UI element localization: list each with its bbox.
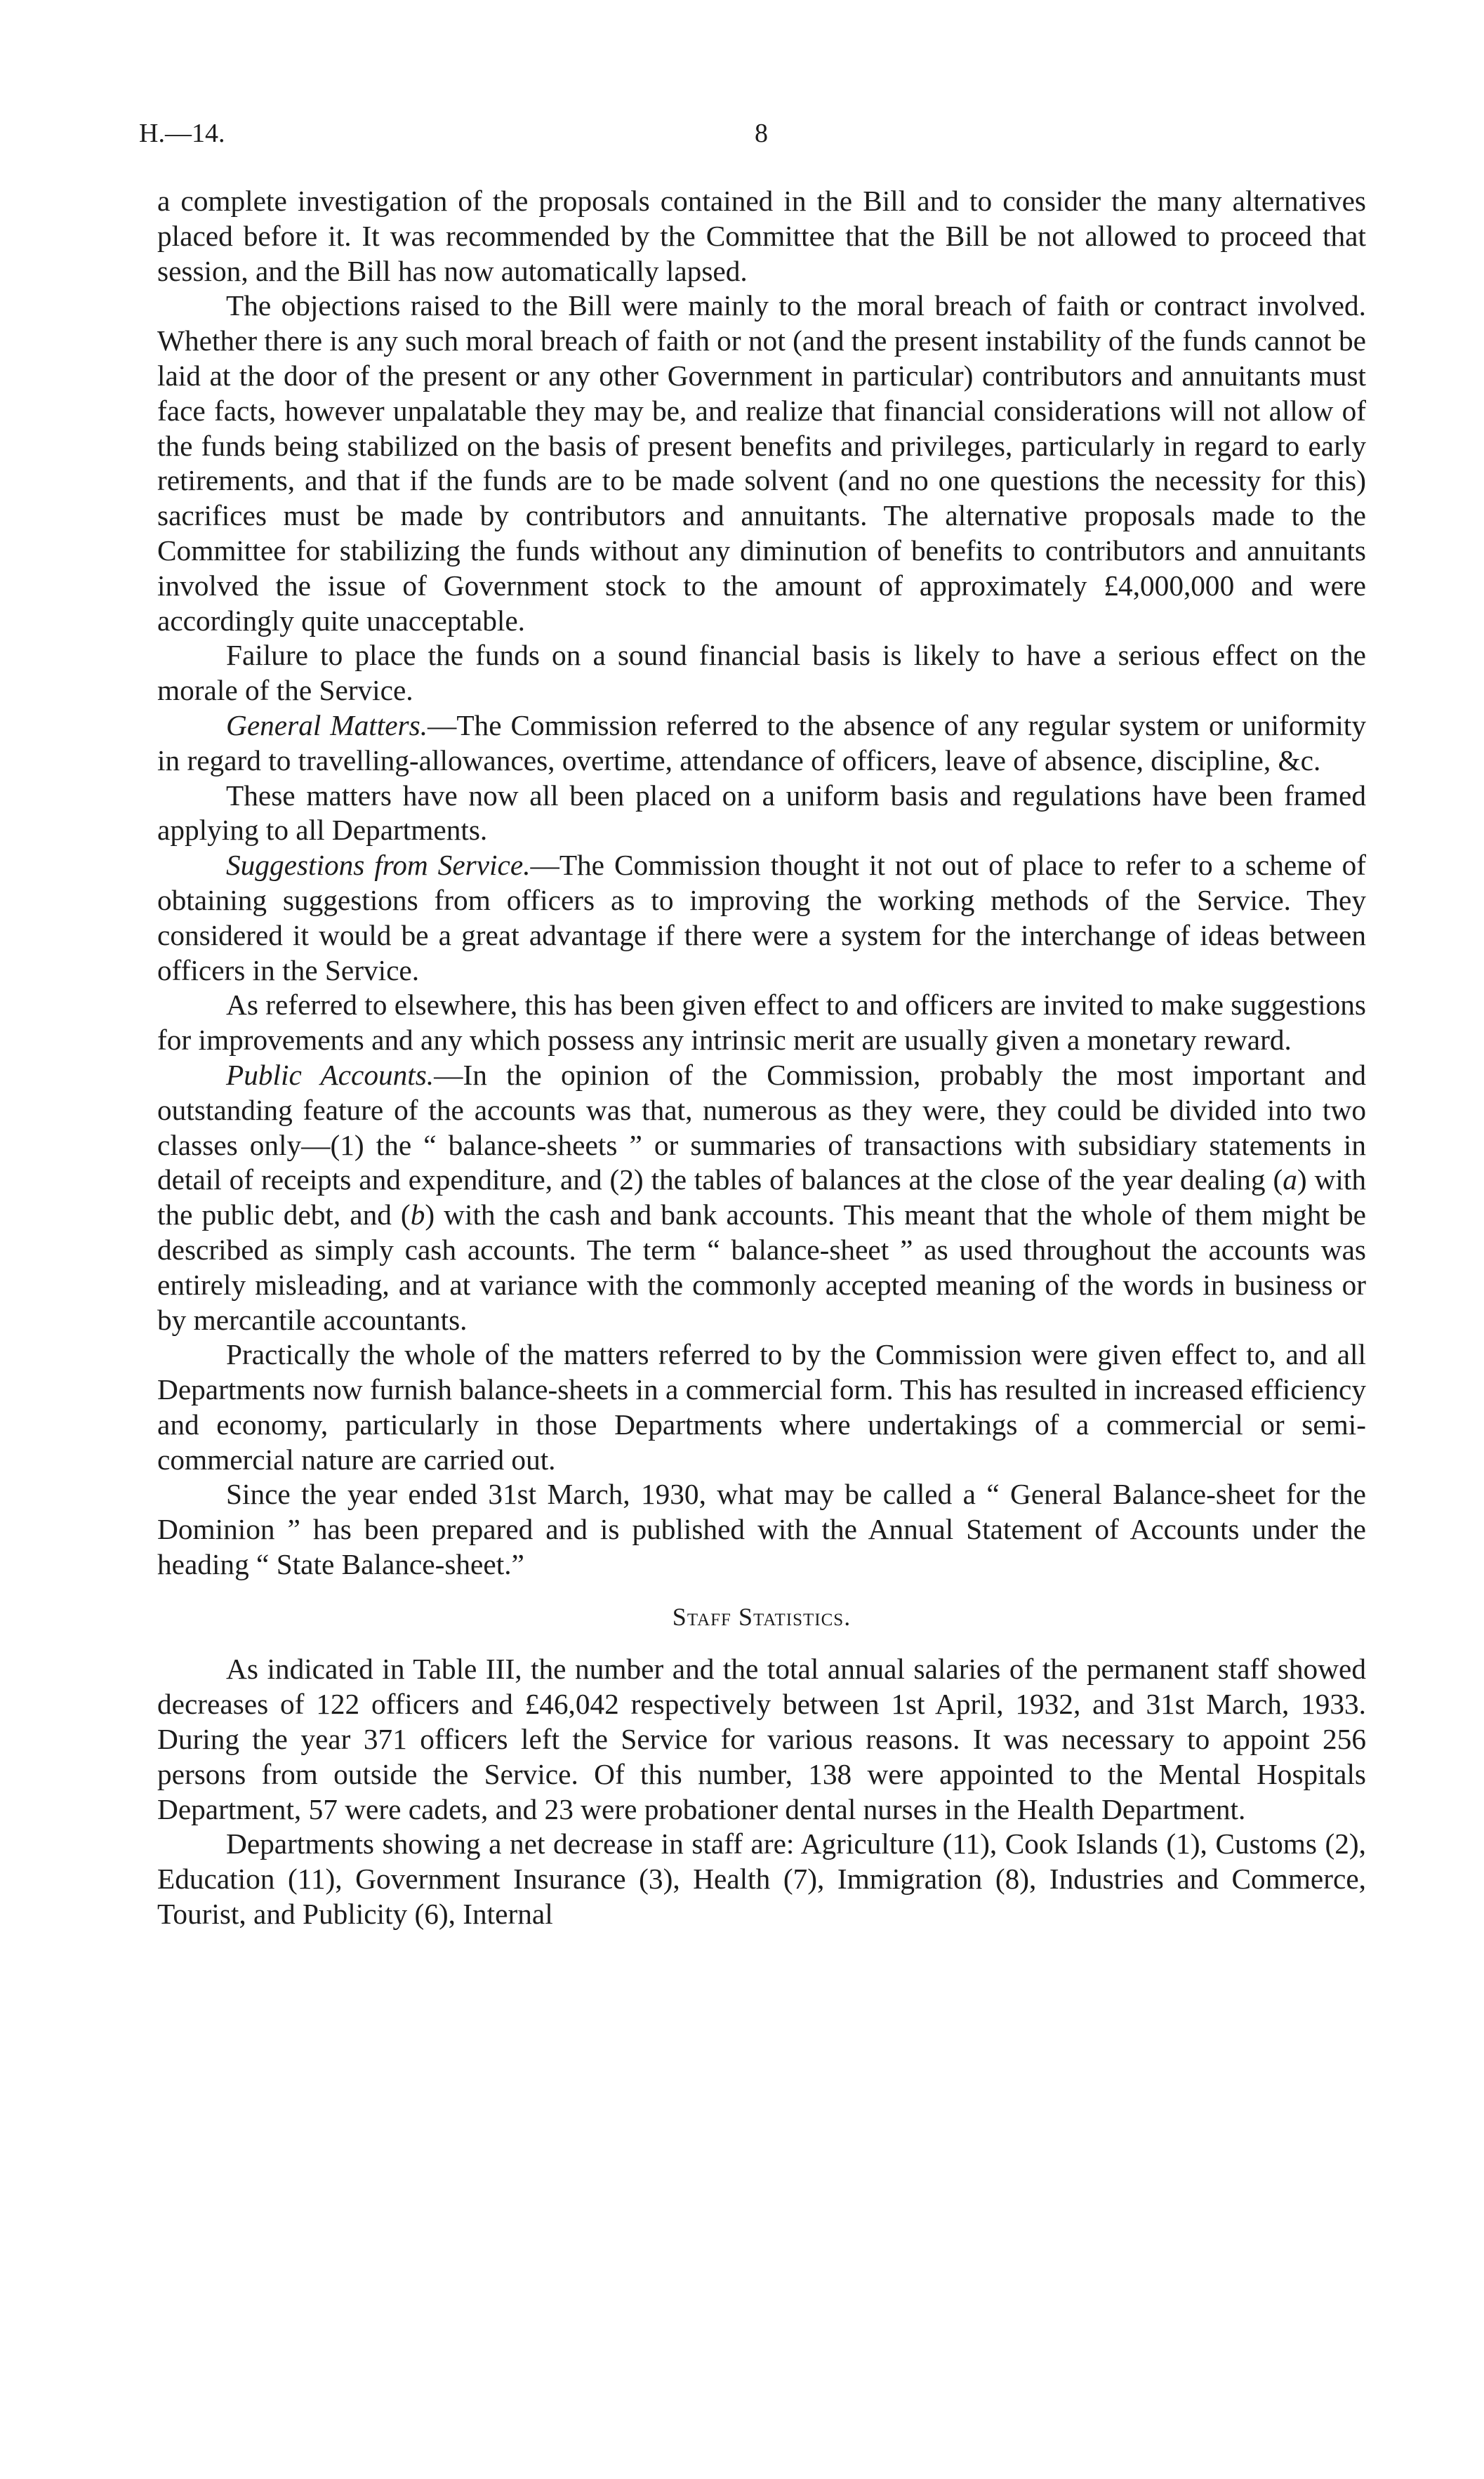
- paragraph-suggestions-followup: As referred to elsewhere, this has been given effect to and officers are invited to make suggestions for improvements and any which possess any intrinsic merit are usually given a monetary reward.: [157, 989, 1366, 1057]
- heading-public-accounts: Public Accounts.: [226, 1058, 435, 1091]
- document-body: [157, 184, 1366, 1932]
- paragraph-general-matters: [157, 708, 1366, 779]
- public-accounts-text-1: —In the opinion of the Commission, probably the most important and outstanding feature of the accounts was that, numerous as they were, they could be divided into two classes only—(1) the “ balance-sheets ” or summaries of transactions with subsidiary statements in detail of receipts and expenditure, and (2) the tables of balances at the close of the year dealing (: [157, 1058, 1367, 1196]
- public-accounts-text-3: ) with the cash and bank accounts. This meant that the whole of them might be described as simply cash accounts. The term “ balance-sheet ” as used throughout the accounts was entirely misleading, and at variance with the commonly accepted meaning of the words in business or by mercantile accountants.: [157, 1198, 1366, 1336]
- section-heading-staff-statistics: Staff Statistics.: [672, 1602, 852, 1631]
- paragraph-failure: Failure to place the funds on a sound financial basis is likely to have a serious effect on the morale of the Service.: [157, 639, 1366, 707]
- paragraph-public-accounts-followup-2: Since the year ended 31st March, 1930, what may be called a “ General Balance-sheet for the Dominion ” has been prepared and is published with the Annual Statement of Accounts under the heading “ State Balance-sheet.”: [157, 1478, 1366, 1581]
- page-number: 8: [755, 119, 768, 148]
- public-accounts-text-2: ) with the public debt, and (: [157, 1163, 1366, 1231]
- paragraph-staff-statistics-2: Departments showing a net decrease in staff are: Agriculture (11), Cook Islands (1), Customs (2), Education (11), Government Insurance (3), Health (7), Immigration (8), Industries and Commerce, Tourist, and Publicity (6), Internal: [157, 1827, 1366, 1931]
- general-matters-text: —The Commission referred to the absence of any regular system or uniformity in regard to travelling-allowances, overtime, attendance of officers, leave of absence, discipline, &c.: [157, 708, 1366, 776]
- heading-suggestions: Suggestions from Service.: [226, 849, 531, 882]
- paragraph-public-accounts-followup-1: Practically the whole of the matters referred to by the Commission were given effect to, and all Departments now furnish balance-sheets in a commercial form. This has resulted in increased efficiency and economy, particularly in those Departments where undertakings of a commercial or semi-commercial nature are carried out.: [157, 1338, 1366, 1476]
- heading-general-matters: General Matters.: [226, 708, 428, 741]
- paragraph-general-matters-followup: These matters have now all been placed on a uniform basis and regulations have been framed applying to all Departments.: [157, 779, 1366, 847]
- paragraph-suggestions: [157, 848, 1366, 988]
- public-accounts-italic-b: b: [410, 1198, 425, 1231]
- suggestions-text: —The Commission thought it not out of place to refer to a scheme of obtaining suggestions from officers as to improving the working methods of the Service. They considered it would be a great advantage if there were a system for the interchange of ideas between officers in the Service.: [157, 849, 1366, 986]
- public-accounts-italic-a: a: [1283, 1163, 1297, 1196]
- page-header: [139, 118, 1367, 160]
- paragraph-bill-investigation: a complete investigation of the proposals contained in the Bill and to consider the many alternatives placed before it. It was recommended by the Committee that the Bill be not allowed to proceed that session, and the Bill has now automatically lapsed.: [157, 185, 1366, 287]
- paragraph-staff-statistics-1: As indicated in Table III, the number and the total annual salaries of the permanent staff showed decreases of 122 officers and £46,042 respectively between 1st April, 1932, and 31st March, 1933. During the year 371 officers left the Service for various reasons. It was necessary to appoint 256 persons from outside the Service. Of this number, 138 were appointed to the Mental Hospitals Department, 57 were cadets, and 23 were probationer dental nurses in the Health Department.: [157, 1653, 1366, 1825]
- paragraph-objections: The objections raised to the Bill were mainly to the moral breach of faith or contract involved. Whether there is any such moral breach of faith or not (and the present instability of the funds cannot be laid at the door of the present or any other Government in particular) contributors and annuitants must face facts, however unpalatable they may be, and realize that financial considerations will not allow of the funds being stabilized on the basis of present benefits and privileges, particularly in regard to early retirements, and that if the funds are to be made solvent (and no one questions the necessity for this) sacrifices must be made by contributors and annuitants. The alternative proposals made to the Committee for stabilizing the funds without any diminution of benefits to contributors and annuitants involved the issue of Government stock to the amount of approximately £4,000,000 and were accordingly quite unacceptable.: [157, 289, 1366, 637]
- paragraph-public-accounts: [157, 1058, 1366, 1337]
- document-code: H.—14.: [139, 119, 225, 148]
